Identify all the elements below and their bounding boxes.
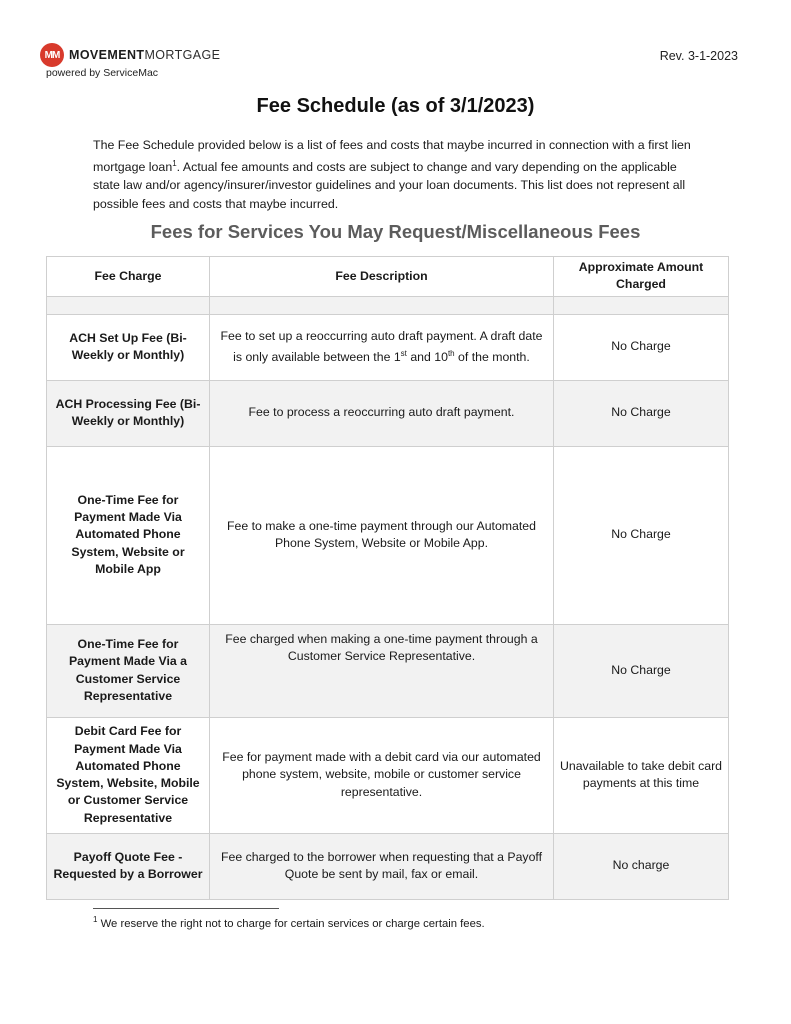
fee-charge-cell: ACH Set Up Fee (Bi-Weekly or Monthly) [47, 314, 210, 380]
powered-by: powered by ServiceMac [46, 67, 159, 79]
spacer-cell [210, 296, 554, 314]
fee-amount-cell: No Charge [554, 624, 729, 717]
page-header [40, 40, 738, 84]
brand-light: MORTGAGE [144, 48, 221, 62]
table-row [47, 624, 729, 717]
table-header-row [47, 257, 729, 297]
intro-paragraph [93, 136, 705, 213]
table-row [47, 446, 729, 624]
intro-text-2: . Actual fee amounts and costs are subject to change and vary depending on the applicable state law and/or agency/insurer/investor guidelines and your loan documents. This list does not represent all possible fees and costs that maybe incurred. [93, 159, 686, 211]
ordinal-suffix: st [400, 349, 407, 359]
fee-description-cell: Fee to make a one-time payment through our Automated Phone System, Website or Mobile App. [210, 446, 554, 624]
page-title: Fee Schedule (as of 3/1/2023) [256, 95, 535, 117]
desc-part: of the month. [454, 350, 530, 365]
fee-amount-cell: No Charge [554, 446, 729, 624]
footnote-text: We reserve the right not to charge for certain services or charge certain fees. [97, 917, 485, 930]
fee-charge-cell: One-Time Fee for Payment Made Via a Customer Service Representative [47, 624, 210, 717]
table-row [47, 833, 729, 899]
fee-amount-cell: Unavailable to take debit card payments at this time [554, 717, 729, 833]
header-fee-charge: Fee Charge [47, 257, 210, 297]
fee-charge-cell: Debit Card Fee for Payment Made Via Automated Phone System, Website, Mobile or Customer Service Representative [47, 717, 210, 833]
company-logo [40, 43, 220, 67]
footnote [93, 915, 485, 930]
table-row [47, 717, 729, 833]
header-fee-description: Fee Description [210, 257, 554, 297]
fee-description-cell: Fee for payment made with a debit card via our automated phone system, website, mobile or customer service representative. [210, 717, 554, 833]
revision-date: Rev. 3-1-2023 [659, 49, 738, 63]
fee-description-cell [210, 314, 554, 380]
fee-description-cell: Fee charged to the borrower when requesting that a Payoff Quote be sent by mail, fax or email. [210, 833, 554, 899]
footnote-ref: 1 [172, 158, 177, 168]
fee-amount-cell: No charge [554, 833, 729, 899]
footnote-number: 1 [93, 915, 98, 924]
movement-logo-icon: MM [40, 43, 64, 67]
table-spacer-row [47, 296, 729, 314]
intro-text-1: The Fee Schedule provided below is a list of fees and costs that maybe incurred in connection with a first lien mortgage loan [93, 138, 691, 174]
desc-part: Fee to set up a reoccurring auto draft payment. A draft date is only available between the 1 [220, 328, 543, 365]
fee-amount-cell: No Charge [554, 380, 729, 446]
fee-charge-cell: Payoff Quote Fee - Requested by a Borrower [47, 833, 210, 899]
fee-description-cell: Fee to process a reoccurring auto draft payment. [210, 380, 554, 446]
fee-charge-cell: ACH Processing Fee (Bi-Weekly or Monthly) [47, 380, 210, 446]
section-title: Fees for Services You May Request/Miscellaneous Fees [150, 221, 641, 242]
table-row [47, 380, 729, 446]
brand-bold: MOVEMENT [69, 48, 145, 62]
header-amount: Approximate Amount Charged [554, 257, 729, 297]
fee-description-cell: Fee charged when making a one-time payment through a Customer Service Representative. [210, 624, 554, 717]
spacer-cell [554, 296, 729, 314]
ordinal-suffix: th [447, 349, 455, 359]
fee-table [46, 256, 729, 900]
spacer-cell [47, 296, 210, 314]
footnote-divider [93, 908, 279, 909]
fee-amount-cell: No Charge [554, 314, 729, 380]
fee-charge-cell: One-Time Fee for Payment Made Via Automated Phone System, Website or Mobile App [47, 446, 210, 624]
table-row [47, 314, 729, 380]
desc-part: and 10 [406, 350, 448, 365]
brand-wordmark [69, 48, 220, 62]
